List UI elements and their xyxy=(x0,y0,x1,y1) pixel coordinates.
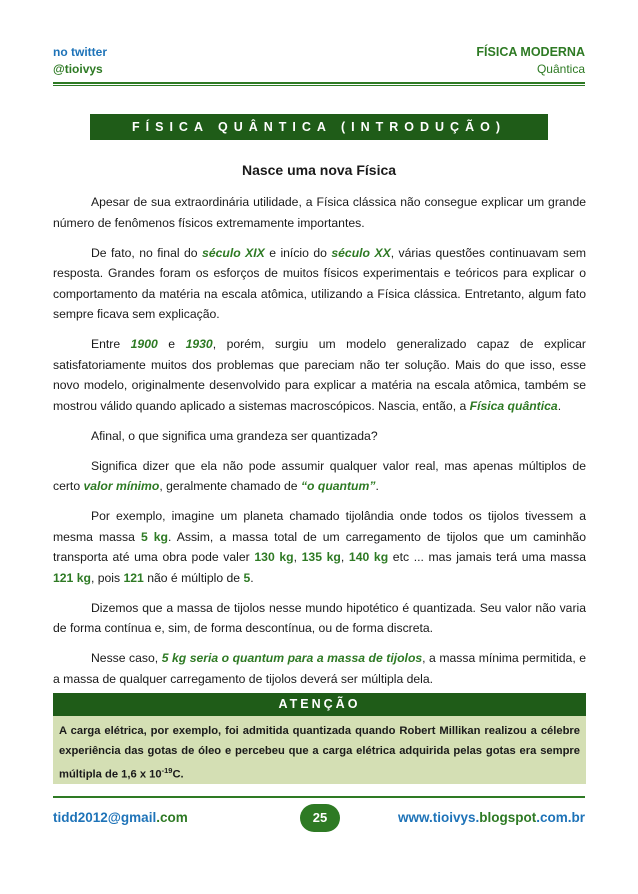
header-divider-thin xyxy=(53,85,585,86)
twitter-label: no twitter xyxy=(53,45,107,59)
body-text xyxy=(53,192,586,699)
section-banner: FÍSICA QUÂNTICA (INTRODUÇÃO) xyxy=(90,114,548,140)
attention-unit: C. xyxy=(172,768,184,781)
page-number-badge: 25 xyxy=(300,804,340,832)
attention-exponent: -19 xyxy=(161,766,173,775)
header-left xyxy=(53,44,107,78)
paragraph: Apesar de sua extraordinária utilidade, a Física clássica não consegue explicar um grande número de fenômenos físicos extremamente importantes. xyxy=(53,195,586,230)
paragraph: Dizemos que a massa de tijolos nesse mundo hipotético é quantizada. Seu valor não varia de forma contínua e, sim, de forma descontínua, ou de forma discreta. xyxy=(53,600,586,635)
footer-website[interactable]: www.tioivys.blogspot.com.br xyxy=(397,810,585,825)
attention-box xyxy=(53,716,586,784)
subject-title: FÍSICA MODERNA xyxy=(476,45,585,59)
twitter-handle: @tioivys xyxy=(53,62,103,76)
header-right xyxy=(476,44,585,78)
paragraph: Por exemplo, imagine um planeta chamado tijolândia onde todos os tijolos tivessem a mesma massa 5 kg. Assim, a massa total de um carregamento de tijolos que um caminhão transporta até uma obra pode valer 130 kg, 135 kg, 140 kg etc ... mas jamais terá uma massa 121 kg, pois 121 não é múltiplo de 5. xyxy=(53,509,586,585)
attention-title: ATENÇÃO xyxy=(53,693,586,716)
paragraph: De fato, no final do século XIX e início do século XX, várias questões continuavam sem resposta. Grandes foram os esforços de muitos físicos experimentais e teóricos para explicar o comportamento da matéria na escala atômica, utilizando a Física clássica. Entretanto, algum fato sempre ficava sem explicação. xyxy=(53,245,587,321)
header-divider xyxy=(53,82,585,84)
attention-text: A carga elétrica, por exemplo, foi admitida quantizada quando Robert Millikan realizou a célebre experiência das gotas de óleo e percebeu que a carga elétrica adquirida pelas gotas era sempre múltipla de 1,6 x 10 xyxy=(59,725,580,781)
paragraph: Entre 1900 e 1930, porém, surgiu um modelo generalizado capaz de explicar satisfatoriamente muitos dos problemas que pareciam não ter solução. Mais do que isso, esse novo modelo, originalmente desenvolvido para explicar a matéria na escala atômica, também se mostrou válido quando aplicado a sistemas macroscópicos. Nascia, então, a Física quântica. xyxy=(53,337,586,413)
section-subtitle: Nasce uma nova Física xyxy=(241,162,397,178)
footer-email[interactable]: tidd2012@gmail.com xyxy=(53,810,188,825)
paragraph: Significa dizer que ela não pode assumir qualquer valor real, mas apenas múltiplos de certo valor mínimo, geralmente chamado de “o quantum”. xyxy=(53,458,586,493)
paragraph: Nesse caso, 5 kg seria o quantum para a massa de tijolos, a massa mínima permitida, e a massa de qualquer carregamento de tijolos deverá ser múltipla dela. xyxy=(53,651,586,686)
subject-subtitle: Quântica xyxy=(536,62,585,76)
footer-divider xyxy=(53,796,585,798)
paragraph: Afinal, o que significa uma grandeza ser quantizada? xyxy=(91,428,378,443)
